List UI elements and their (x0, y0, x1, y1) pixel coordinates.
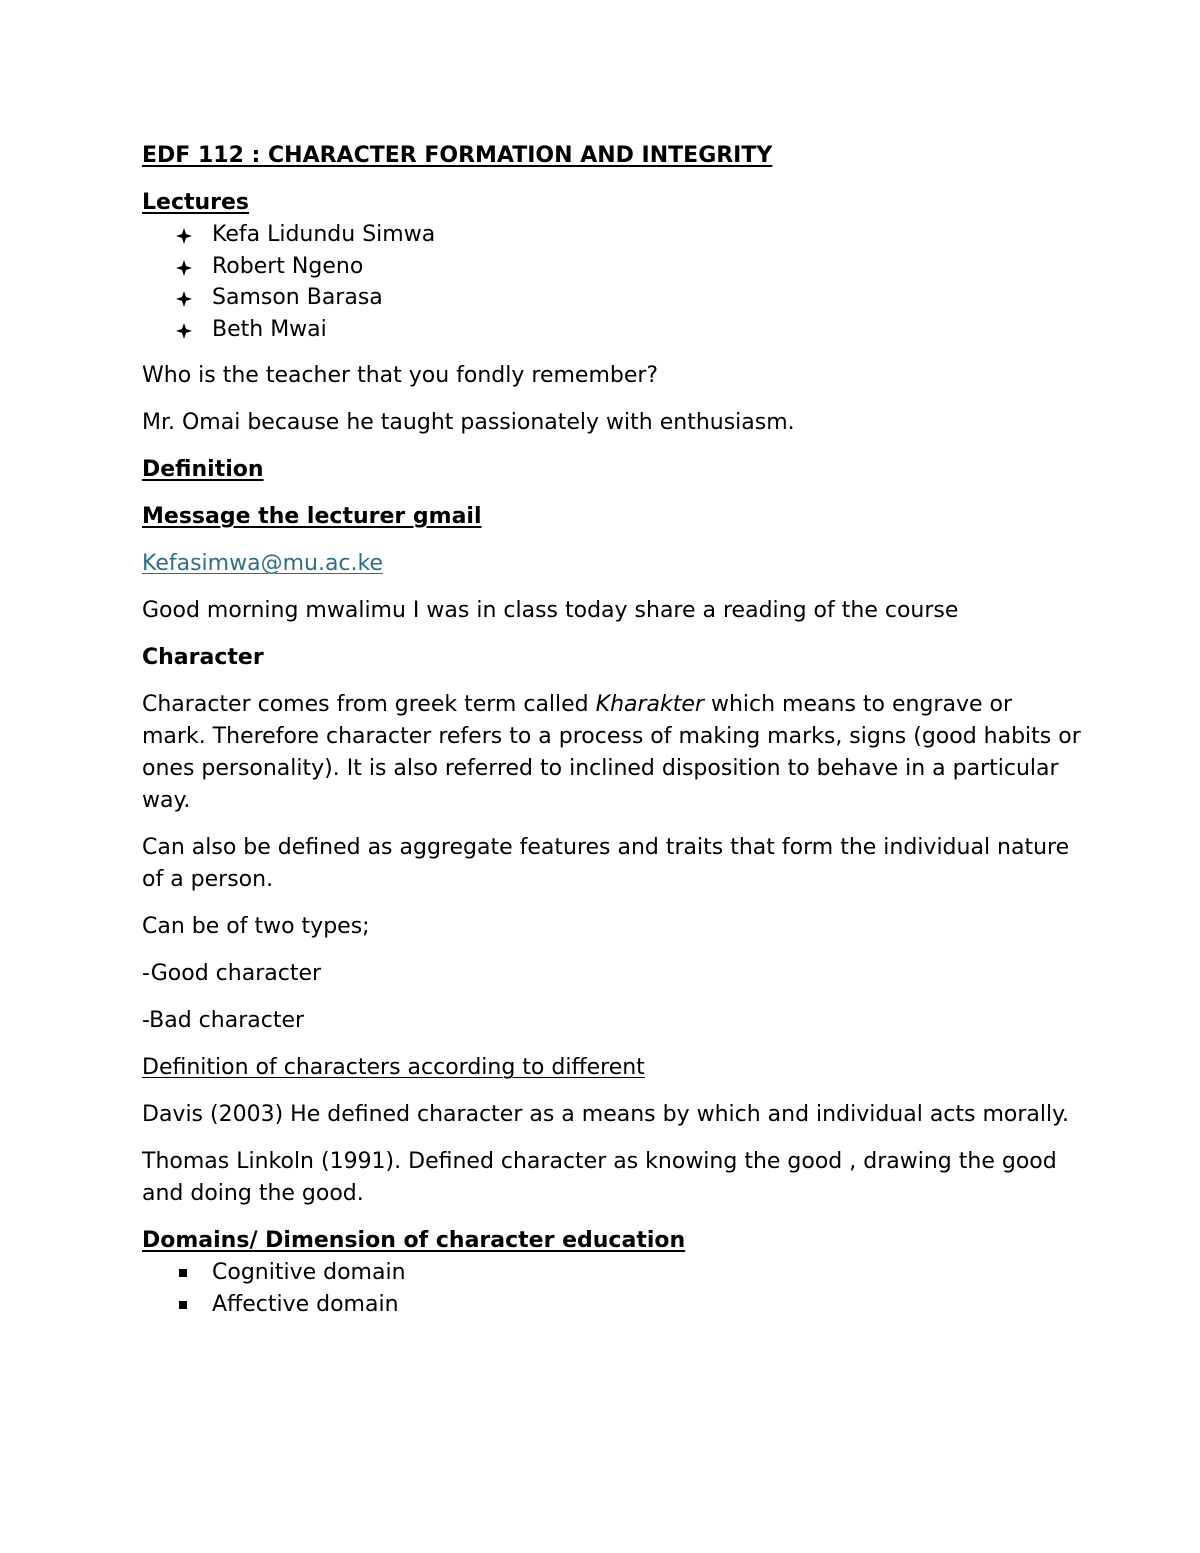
character-paragraph-start: Character comes from greek term called (142, 692, 596, 717)
domain-name: Affective domain (212, 1291, 399, 1317)
diamond-bullet-icon (176, 291, 192, 307)
square-bullet-icon (179, 1301, 187, 1309)
lecturer-name: Samson Barasa (212, 285, 383, 310)
diamond-bullet-icon (176, 228, 192, 244)
document-title: EDF 112 : CHARACTER FORMATION AND INTEGRITY (142, 143, 773, 168)
message-heading: Message the lecturer gmail (142, 504, 482, 529)
aggregate-paragraph: Can also be defined as aggregate features and traits that form the individual nature of a person. (142, 835, 1070, 892)
list-item (142, 282, 1082, 314)
lecturer-name: Kefa Lidundu Simwa (212, 222, 436, 247)
lecturers-list (142, 219, 1082, 345)
list-item (142, 314, 1082, 346)
lectures-heading: Lectures (142, 190, 250, 215)
square-bullet-icon (179, 1269, 187, 1277)
diamond-bullet-icon (176, 323, 192, 339)
character-paragraph-end: which means to engrave or mark. Therefore character refers to a process of making marks, signs (good habits or ones personality). It is also referred to inclined disposition to behave in a particular way. (142, 692, 1081, 813)
bad-character-item: -Bad character (142, 1008, 305, 1033)
list-item (142, 1257, 1082, 1289)
definitions-heading: Definition of characters according to different (142, 1055, 645, 1080)
list-item (142, 251, 1082, 283)
question-text: Who is the teacher that you fondly remember? (142, 363, 659, 388)
character-heading: Character (142, 645, 264, 670)
lecturer-name: Robert Ngeno (212, 253, 364, 279)
diamond-bullet-icon (176, 260, 192, 276)
good-character-item: -Good character (142, 961, 322, 986)
email-link[interactable]: Kefasimwa@mu.ac.ke (142, 551, 384, 576)
list-item (142, 219, 1082, 251)
domains-list (142, 1257, 1082, 1320)
answer-text: Mr. Omai because he taught passionately with enthusiasm. (142, 410, 795, 435)
domain-name: Cognitive domain (212, 1260, 406, 1285)
lecturer-name: Beth Mwai (212, 316, 327, 342)
list-item (142, 1289, 1082, 1321)
character-paragraph (142, 689, 1082, 817)
domains-heading: Domains/ Dimension of character education (142, 1228, 686, 1253)
davis-paragraph: Davis (2003) He defined character as a means by which and individual acts morally. (142, 1102, 1069, 1127)
greeting-text: Good morning mwalimu I was in class today share a reading of the course (142, 598, 959, 623)
kharakter-term: Kharakter (595, 692, 704, 717)
thomas-paragraph: Thomas Linkoln (1991). Defined character as knowing the good , drawing the good and doing the good. (142, 1149, 1057, 1206)
document-page (142, 140, 1082, 1320)
definition-heading: Definition (142, 457, 264, 482)
types-intro: Can be of two types; (142, 914, 370, 939)
